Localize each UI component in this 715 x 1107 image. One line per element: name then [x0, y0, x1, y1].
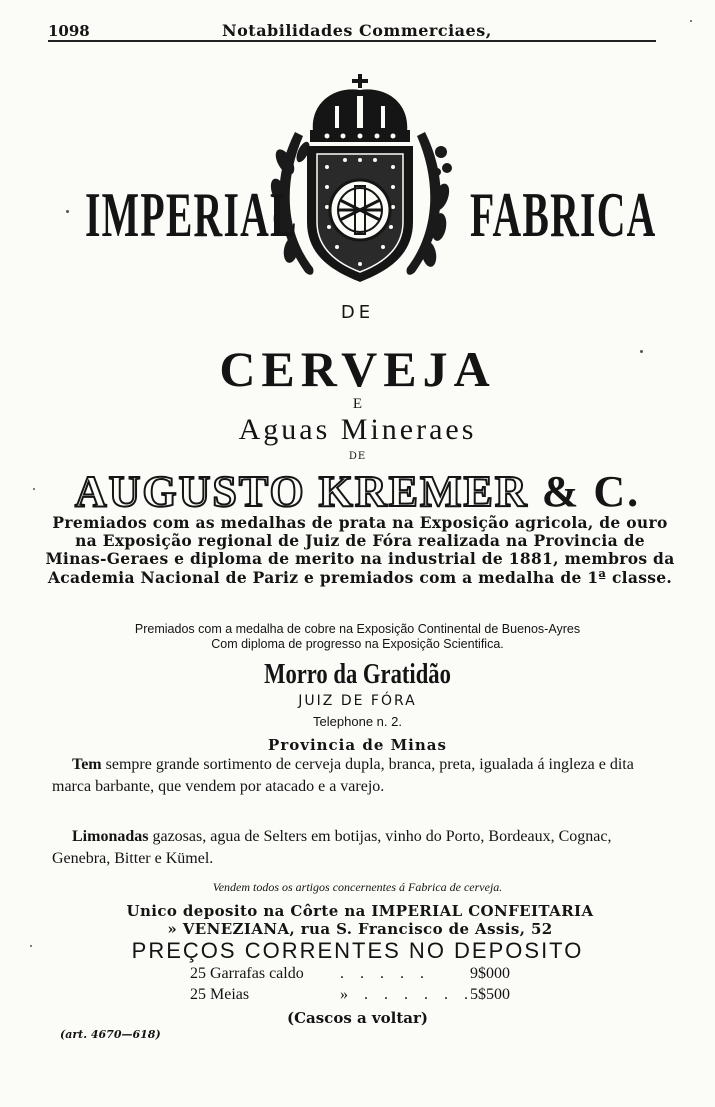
price-leader: » . . . . . . — [340, 986, 474, 1003]
de-label-2: DE — [348, 451, 367, 462]
stock-paragraph — [52, 754, 672, 798]
print-speck — [30, 945, 32, 947]
running-title: Notabilidades Commerciaes, — [222, 21, 492, 40]
price-value: 9$000 — [470, 965, 510, 982]
print-speck — [33, 488, 35, 490]
beverages-lead: Limonadas — [72, 828, 149, 845]
beverages-paragraph — [52, 826, 672, 870]
page-number: 1098 — [48, 22, 90, 40]
sales-note: Vendem todos os artigos concernentes á Fabrica de cerveja. — [212, 880, 503, 894]
price-item: 25 Meias — [190, 986, 250, 1003]
small-award-line-1: Premiados com a medalha de cobre na Exposição Continental de Buenos-Ayres — [134, 622, 581, 636]
imperial-word: IMPERIAL — [85, 179, 298, 250]
prices-heading: PREÇOS CORRENTES NO DEPOSITO — [131, 938, 584, 963]
article-reference: (art. 4670—618) — [60, 1028, 161, 1041]
province: Provincia de Minas — [268, 736, 447, 754]
price-value: 5$500 — [470, 986, 510, 1003]
city-name: JUIZ DE FÓRA — [298, 693, 417, 709]
firm-company-suffix: & C. — [541, 467, 641, 516]
fabrica-word: FABRICA — [470, 179, 657, 250]
subproduct-title: Aguas Mineraes — [238, 413, 477, 446]
small-award-line-2: Com diploma de progresso na Exposição Scientifica. — [211, 637, 504, 651]
header-rule — [48, 40, 656, 42]
deposit-line-2: » VENEZIANA, rua S. Francisco de Assis, 52 — [167, 920, 553, 938]
telephone: Telephone n. 2. — [313, 714, 402, 729]
beverages-text: gazosas, agua de Selters em botijas, vinho do Porto, Bordeaux, Cognac, Genebra, Bitter e Kümel. — [52, 828, 612, 867]
conjunction-e: E — [352, 396, 363, 412]
print-speck — [640, 350, 643, 353]
price-item: 25 Garrafas caldo — [190, 965, 304, 982]
print-speck — [690, 20, 692, 22]
deposit-info — [60, 902, 660, 938]
deposit-line-1: Unico deposito na Côrte na IMPERIAL CONFEITARIA — [126, 902, 594, 920]
small-awards — [40, 622, 675, 652]
returns-note: (Cascos a voltar) — [286, 1009, 428, 1027]
firm-name — [0, 466, 715, 517]
print-speck — [66, 210, 69, 213]
awards-paragraph: Premiados com as medalhas de prata na Exposição agricola, de ouro na Exposição regional de Juiz de Fóra realizada na Provincia de Minas-Geraes e diploma de merito na industrial de 1881, membros da Academia Nacional de Pariz e premiados com a medalha de 1ª classe. — [45, 513, 675, 587]
stock-text: sempre grande sortimento de cerveja dupla, branca, preta, igualada á ingleza e dita marca barbante, que vendem por atacado e a varejo. — [52, 756, 634, 795]
location-name: Morro da Gratidão — [264, 658, 451, 690]
stock-lead: Tem — [72, 756, 102, 773]
product-title: CERVEJA — [219, 341, 496, 397]
firm-name-text: AUGUSTO KREMER — [74, 467, 529, 516]
price-leader: . . . . . — [340, 965, 430, 982]
de-label-1: DE — [340, 302, 375, 323]
